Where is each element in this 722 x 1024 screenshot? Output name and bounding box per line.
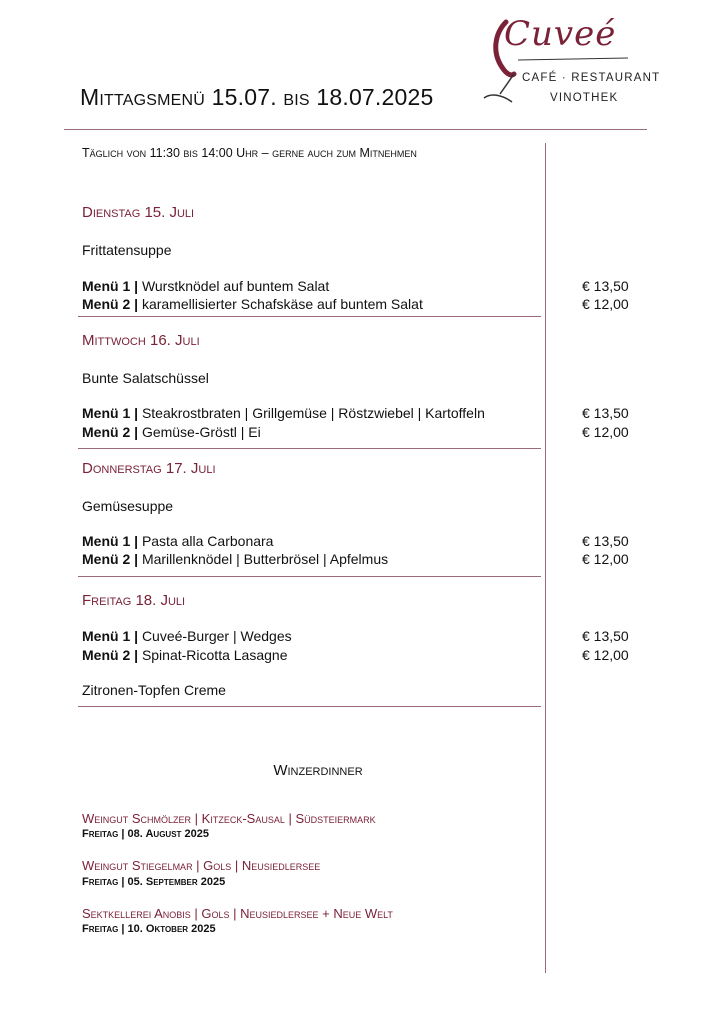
price-menu-2-thursday: € 12,00 — [582, 551, 629, 567]
winzerdinner-event-name: Weingut Schmölzer | Kitzeck-Sausal | Südsteiermark — [82, 811, 376, 826]
logo-swash — [518, 56, 628, 62]
price-menu-1-tuesday: € 13,50 — [582, 278, 629, 294]
menu-2-wednesday: Menü 2 | Gemüse-Gröstl | Ei — [82, 424, 261, 440]
opening-hours: Täglich von 11:30 bis 14:00 Uhr – gerne auch zum Mitnehmen — [82, 146, 417, 160]
day-heading-tuesday: Dienstag 15. Juli — [82, 204, 195, 221]
starter-thursday: Gemüsesuppe — [82, 498, 174, 514]
menu-1-tuesday: Menü 1 | Wurstknödel auf buntem Salat — [82, 278, 330, 294]
menu-2-thursday: Menü 2 | Marillenknödel | Butterbrösel | Apfelmus — [82, 551, 389, 567]
day-divider — [78, 448, 541, 449]
logo-subtitle-vinothek: VINOTHEK — [550, 92, 619, 104]
day-divider — [78, 576, 541, 577]
restaurant-logo — [478, 12, 661, 112]
price-column-divider — [545, 143, 546, 973]
winzerdinner-event-date: Freitag | 08. August 2025 — [82, 828, 209, 840]
winzerdinner-title: Winzerdinner — [273, 762, 363, 779]
price-menu-2-tuesday: € 12,00 — [582, 296, 629, 312]
day-divider — [78, 706, 541, 707]
menu-2-tuesday: Menü 2 | karamellisierter Schafskäse auf buntem Salat — [82, 296, 423, 312]
logo-wordmark: Cuveé — [504, 14, 617, 54]
winzerdinner-event-name: Sektkellerei Anobis | Gols | Neusiedlersee + Neue Welt — [82, 906, 393, 921]
price-menu-1-thursday: € 13,50 — [582, 533, 629, 549]
day-heading-friday: Freitag 18. Juli — [82, 592, 186, 609]
price-menu-1-wednesday: € 13,50 — [582, 405, 629, 421]
price-menu-2-friday: € 12,00 — [582, 647, 629, 663]
menu-2-friday: Menü 2 | Spinat-Ricotta Lasagne — [82, 647, 288, 663]
day-heading-wednesday: Mittwoch 16. Juli — [82, 332, 200, 349]
day-divider — [78, 316, 541, 317]
day-heading-thursday: Donnerstag 17. Juli — [82, 460, 216, 477]
menu-1-friday: Menü 1 | Cuveé-Burger | Wedges — [82, 628, 292, 644]
logo-subtitle-cafe: CAFÉ · RESTAURANT — [522, 72, 661, 84]
winzerdinner-event-date: Freitag | 05. September 2025 — [82, 876, 226, 888]
starter-tuesday: Frittatensuppe — [82, 242, 172, 258]
menu-1-thursday: Menü 1 | Pasta alla Carbonara — [82, 533, 274, 549]
menu-1-wednesday: Menü 1 | Steakrostbraten | Grillgemüse | Röstzwiebel | Kartoffeln — [82, 405, 485, 421]
header-divider — [64, 129, 647, 130]
price-menu-1-friday: € 13,50 — [582, 628, 629, 644]
page-title: Mittagsmenü 15.07. bis 18.07.2025 — [80, 84, 434, 110]
winzerdinner-event-date: Freitag | 10. Oktober 2025 — [82, 923, 216, 935]
dessert-friday: Zitronen-Topfen Creme — [82, 682, 226, 698]
price-menu-2-wednesday: € 12,00 — [582, 424, 629, 440]
winzerdinner-event-name: Weingut Stiegelmar | Gols | Neusiedlersee — [82, 858, 321, 873]
starter-wednesday: Bunte Salatschüssel — [82, 370, 209, 386]
